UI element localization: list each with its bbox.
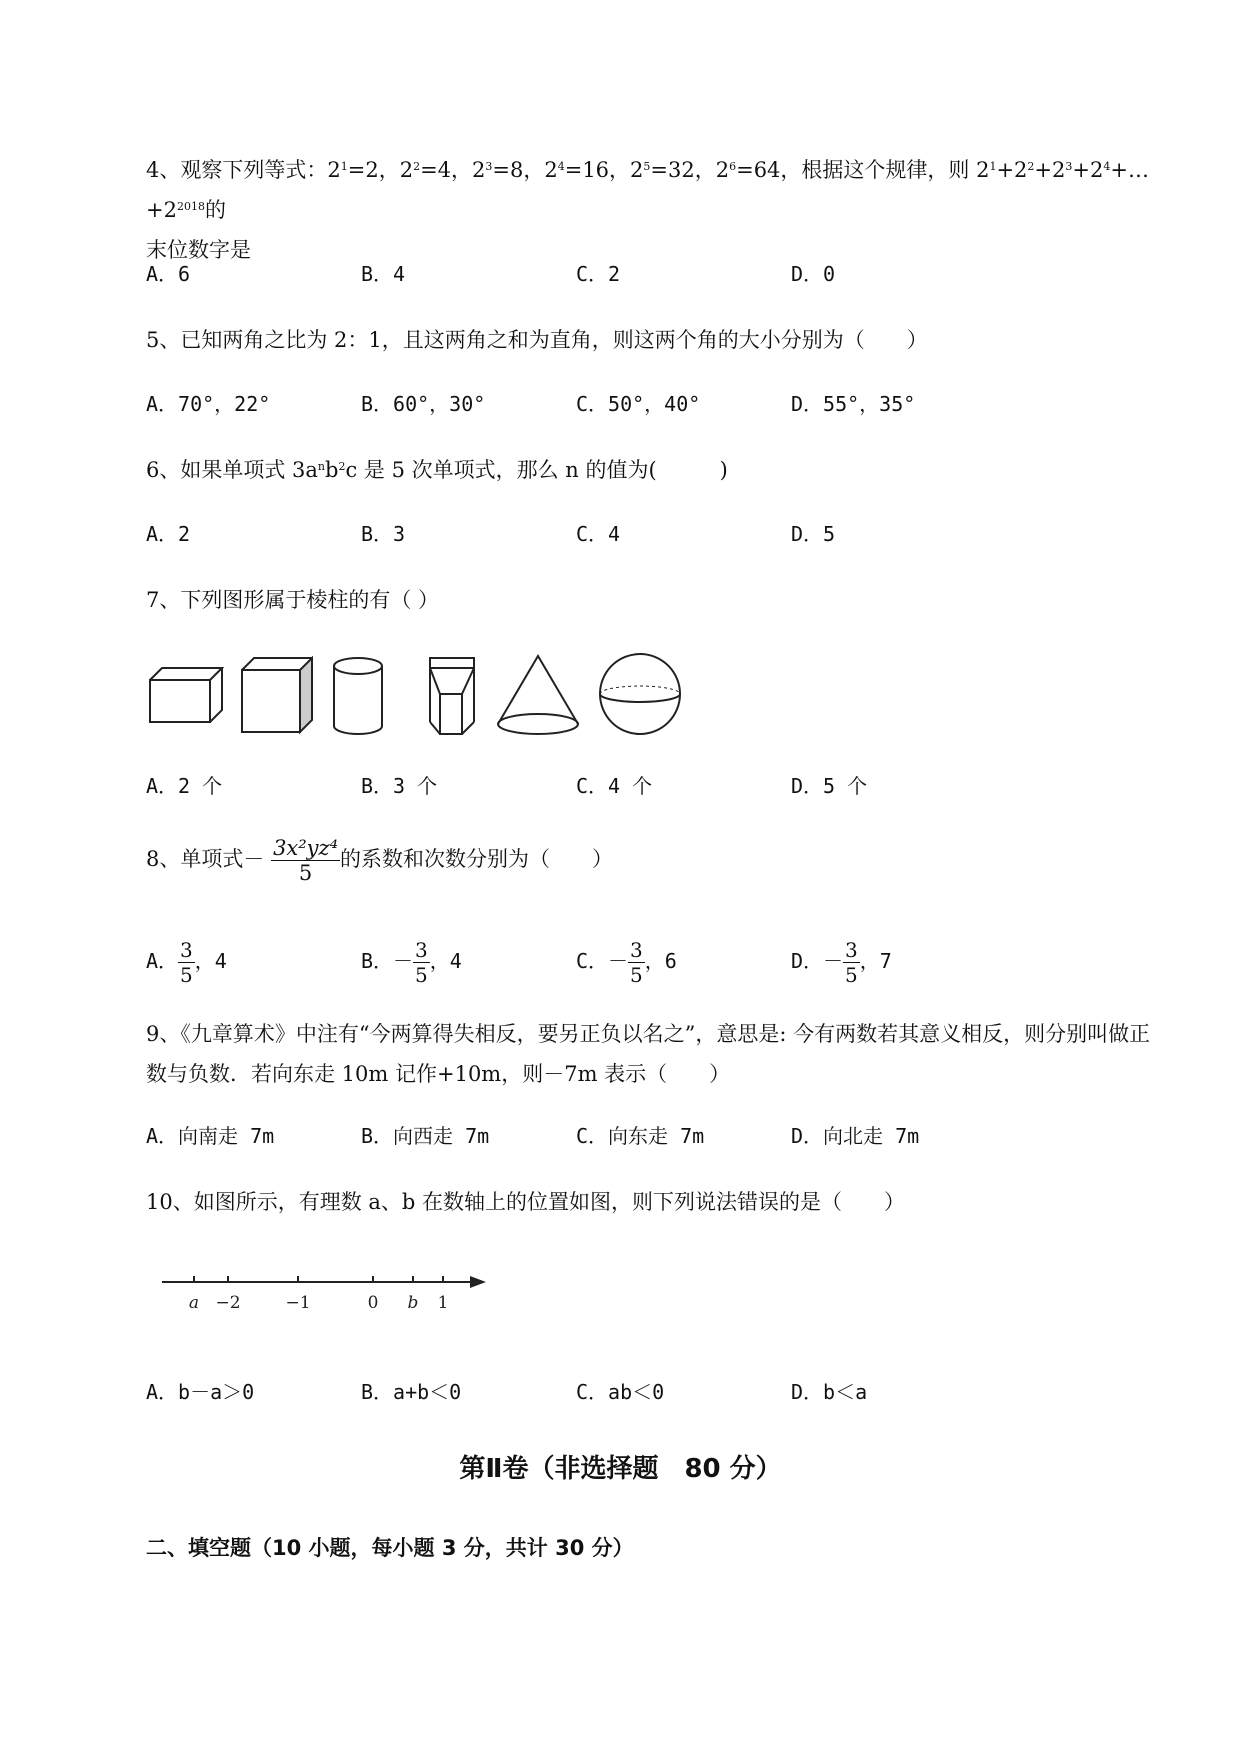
exp: 6 [729,160,737,173]
cone-icon [498,656,578,734]
question-4 [146,150,1156,270]
option-d[interactable]: D．5 个 [791,774,868,798]
option-c[interactable]: C．ab＜0 [576,1380,665,1404]
seq-text: =2，2 [347,158,414,182]
question-10: 10、如图所示，有理数 a、b 在数轴上的位置如图，则下列说法错误的是（ ） [146,1190,906,1214]
cuboid-icon [150,668,222,722]
option-d[interactable]: D．b＜a [791,1380,868,1404]
option-a[interactable]: A．70°，22° [146,392,271,416]
exp: n [317,460,326,473]
option-a[interactable]: A．向南走 7m [146,1124,275,1148]
sum-text: 的 [204,198,226,222]
seq-text: =32，2 [650,158,730,182]
option-a[interactable]: A．6 [146,262,191,286]
cylinder-icon [334,658,382,734]
axis-label-a: a [188,1293,200,1313]
option-a[interactable]: A． $\frac{3}{5}$ ，4 [146,938,227,987]
q6-pre: 6、如果单项式 3a [146,458,318,482]
exp: 4 [1103,160,1111,173]
option-a[interactable]: A．2 [146,522,191,546]
option-b[interactable]: B．60°，30° [361,392,486,416]
option-b[interactable]: B．－ $\frac{3}{5}$ ，4 [361,938,462,987]
option-b[interactable]: B．a+b＜0 [361,1380,462,1404]
exp: 2018 [176,200,205,213]
exp: 1 [340,160,348,173]
sum-text: +2 [1072,158,1104,182]
sum-text: +…+2 [146,158,1149,222]
option-d[interactable]: D．5 [791,522,836,546]
section-title: 第Ⅱ卷（非选择题 80 分） [459,1454,782,1484]
option-c[interactable]: C．－ $\frac{3}{5}$ ，6 [576,938,677,987]
option-d[interactable]: D．－ $\frac{3}{5}$ ，7 [791,938,892,987]
solid-shapes-figure [140,650,700,750]
axis-label-0: 0 [367,1293,379,1313]
monomial-fraction [271,836,340,885]
option-b[interactable]: B．向西走 7m [361,1124,490,1148]
cube-icon [242,658,312,732]
option-a[interactable]: A．2 个 [146,774,223,798]
question-6 [146,450,1156,490]
question-7: 7、下列图形属于棱柱的有（ ） [146,588,440,612]
option-c[interactable]: C．2 [576,262,621,286]
exp: 3 [1065,160,1073,173]
question-5: 5、已知两角之比为 2：1，且这两角之和为直角，则这两个角的大小分别为（ ） [146,328,928,352]
option-d[interactable]: D．55°，35° [791,392,916,416]
q4-line2: 末位数字是 [146,238,251,262]
q8-post: 的系数和次数分别为（ ） [340,847,614,871]
q6-mid: b [325,458,339,482]
option-c[interactable]: C．4 [576,522,621,546]
frustum-icon [430,658,474,734]
seq-text: =16，2 [564,158,644,182]
option-b[interactable]: B．4 [361,262,406,286]
question-9: 9、《九章算术》中注有“今两算得失相反，要另正负以名之”，意思是: 今有两数若其意义相反，则分别叫做正数与负数．若向东走 10m 记作+10m，则－7m 表示（ ） [146,1022,1151,1086]
q4-prefix: 4、观察下列等式：2 [146,158,341,182]
arrow-icon [470,1276,486,1288]
seq-text: =4，2 [420,158,486,182]
sphere-icon [600,654,680,734]
question-8 [146,836,1156,885]
axis-label-1: 1 [437,1293,449,1313]
option-c[interactable]: C．4 个 [576,774,653,798]
option-c[interactable]: C．向东走 7m [576,1124,705,1148]
frac-numerator: 3x²yz⁴ [273,836,339,860]
seq-text: =64，根据这个规律，则 2 [736,158,990,182]
option-c[interactable]: C．50°，40° [576,392,701,416]
number-line-figure [158,1262,498,1322]
exp: 2 [338,460,346,473]
sum-text: +2 [996,158,1028,182]
frac-denominator: 5 [298,861,313,885]
option-b[interactable]: B．3 [361,522,406,546]
sub-title: 二、填空题（10 小题，每小题 3 分，共计 30 分） [146,1536,634,1560]
option-d[interactable]: D．0 [791,262,836,286]
option-d[interactable]: D．向北走 7m [791,1124,920,1148]
q6-post: c 是 5 次单项式，那么 n 的值为( ) [345,458,728,482]
option-b[interactable]: B．3 个 [361,774,438,798]
axis-label-neg2: −2 [215,1293,241,1313]
seq-text: =8，2 [492,158,558,182]
exp: 5 [643,160,651,173]
axis-label-b: b [407,1293,419,1313]
option-a[interactable]: A．b－a＞0 [146,1380,255,1404]
q8-pre: 8、单项式－ [146,847,265,871]
exp: 4 [557,160,565,173]
exp: 2 [413,160,421,173]
exp: 3 [485,160,493,173]
exp: 2 [1027,160,1035,173]
sum-text: +2 [1034,158,1066,182]
axis-label-neg1: −1 [285,1293,311,1313]
exp: 1 [989,160,997,173]
